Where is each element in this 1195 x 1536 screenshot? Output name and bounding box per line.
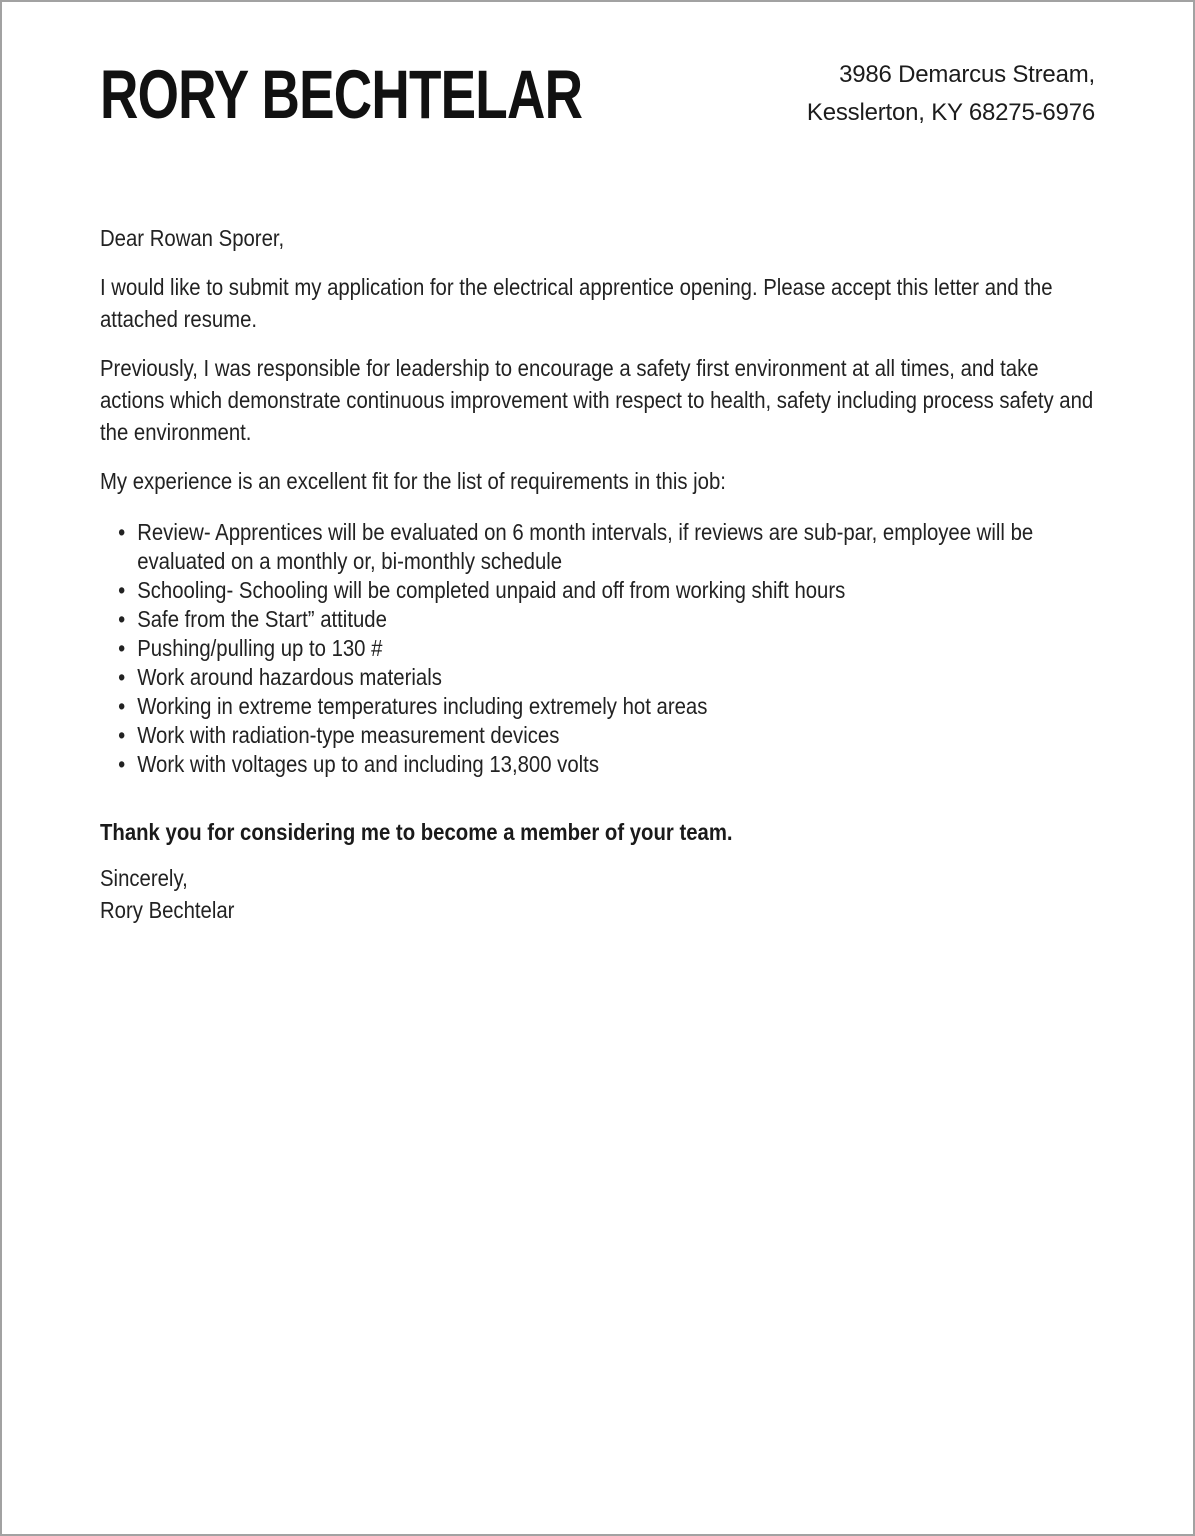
address-line-2: Kesslerton, KY 68275-6976 (806, 99, 1095, 126)
list-item (100, 605, 1095, 634)
list-item-text: Safe from the Start” attitude (137, 606, 387, 632)
paragraph-experience: Previously, I was responsible for leadership to encourage a safety first environment at all times, and take actions which demonstrate continuous improvement with respect to health, safety including process safety and the environment. (100, 355, 1094, 445)
closing-word: Sincerely, (100, 865, 188, 891)
list-item (100, 663, 1095, 692)
list-item (100, 692, 1095, 721)
list-item-text: Schooling- Schooling will be completed unpaid and off from working shift hours (137, 577, 846, 603)
page-content (2, 2, 1193, 926)
list-item (100, 518, 1095, 576)
sender-address (807, 52, 1095, 132)
address-line-1: 3986 Demarcus Stream, (839, 61, 1095, 88)
bullet-icon: • (118, 577, 126, 603)
bullet-icon: • (118, 693, 126, 719)
list-item-text: Work with radiation-type measurement devices (137, 722, 560, 748)
bullet-icon: • (118, 664, 126, 690)
letter-body (100, 222, 1095, 926)
list-item-text: Work around hazardous materials (137, 664, 442, 690)
list-item (100, 721, 1095, 750)
bullet-icon: • (118, 606, 126, 632)
list-item (100, 576, 1095, 605)
thank-you-line: Thank you for considering me to become a member of your team. (100, 819, 733, 845)
list-item-text: Pushing/pulling up to 130 # (137, 635, 383, 661)
requirements-list (100, 518, 1095, 779)
salutation: Dear Rowan Sporer, (100, 225, 285, 251)
closing-block (100, 862, 1095, 926)
list-item-text: Work with voltages up to and including 13,800 volts (137, 751, 599, 777)
list-item-text: Working in extreme temperatures including extremely hot areas (137, 693, 708, 719)
list-item (100, 750, 1095, 779)
paragraph-requirements-intro: My experience is an excellent fit for the list of requirements in this job: (100, 468, 726, 494)
paragraph-application: I would like to submit my application for the electrical apprentice opening. Please accept this letter and the attached resume. (100, 274, 1053, 332)
bullet-icon: • (118, 722, 126, 748)
bullet-icon: • (118, 635, 126, 661)
letter-header (100, 52, 1095, 132)
list-item-text: Review- Apprentices will be evaluated on 6 month intervals, if reviews are sub-par, employee will be evaluated on a monthly or, bi-monthly schedule (137, 519, 1034, 574)
bullet-icon: • (118, 519, 126, 545)
bullet-icon: • (118, 751, 126, 777)
list-item (100, 634, 1095, 663)
sender-name: RORY BECHTELAR (100, 56, 583, 133)
signature-name: Rory Bechtelar (100, 897, 235, 923)
